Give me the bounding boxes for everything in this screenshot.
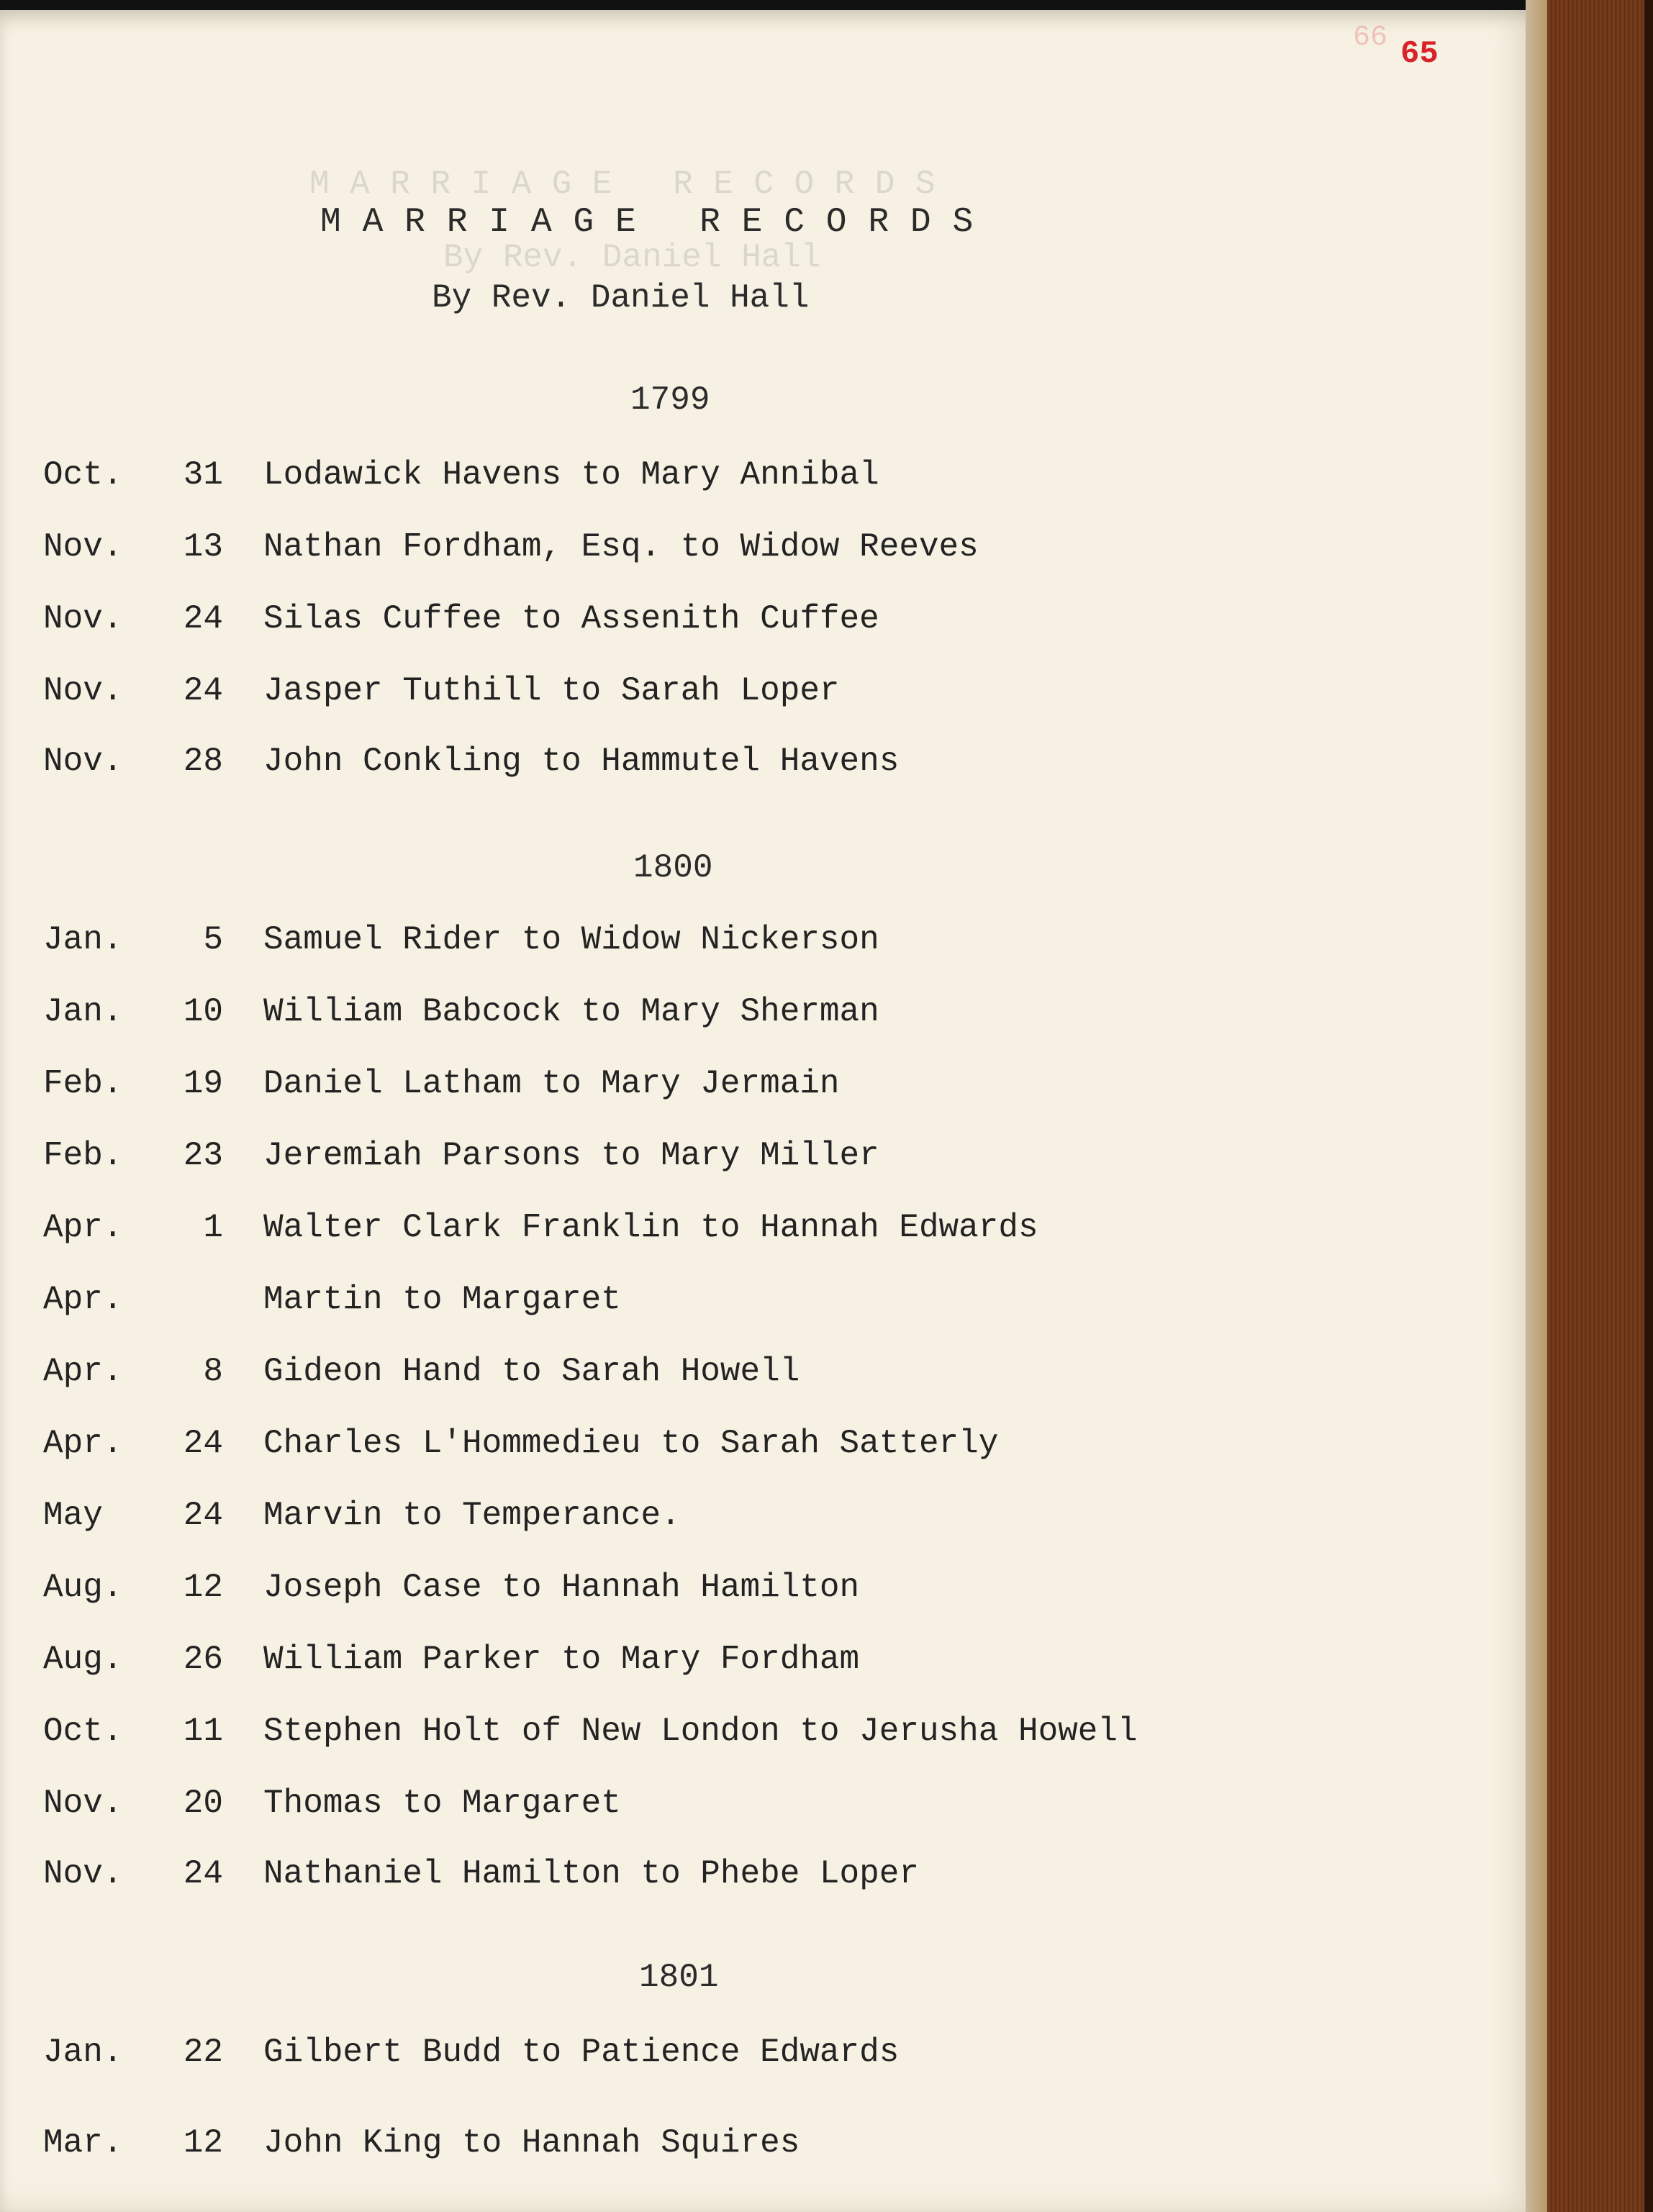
entry-month: Apr. <box>43 1353 123 1390</box>
year-heading: 1800 <box>633 849 713 887</box>
entry-day: 13 <box>183 528 223 566</box>
entry-names: Nathaniel Hamilton to Phebe Loper <box>263 1855 919 1893</box>
entry-day: 24 <box>183 1497 223 1534</box>
entry-month: Jan. <box>43 921 123 958</box>
entry-day: 28 <box>183 743 223 780</box>
entry-names: Martin to Margaret <box>263 1281 621 1318</box>
entry-month: Feb. <box>43 1137 123 1174</box>
entry-month: Apr. <box>43 1425 123 1462</box>
entry-month: Jan. <box>43 2034 123 2071</box>
entry-day: 19 <box>183 1065 223 1102</box>
entry-names: Silas Cuffee to Assenith Cuffee <box>263 600 879 638</box>
entry-month: May <box>43 1497 103 1534</box>
entry-month: Aug. <box>43 1569 123 1606</box>
entry-day: 10 <box>183 993 223 1030</box>
entry-names: Gilbert Budd to Patience Edwards <box>263 2034 900 2071</box>
entry-day: 24 <box>183 1855 223 1893</box>
entry-names: Thomas to Margaret <box>263 1785 621 1822</box>
entry-names: Jeremiah Parsons to Mary Miller <box>263 1137 879 1174</box>
entry-month: Apr. <box>43 1209 123 1246</box>
entry-day: 12 <box>183 1569 223 1606</box>
entry-names: Nathan Fordham, Esq. to Widow Reeves <box>263 528 979 566</box>
entry-month: Apr. <box>43 1281 123 1318</box>
entry-month: Nov. <box>43 1855 123 1893</box>
bleed-through-title: MARRIAGE RECORDS <box>309 166 956 203</box>
year-heading: 1801 <box>639 1959 719 1996</box>
entry-names: Joseph Case to Hannah Hamilton <box>263 1569 860 1606</box>
entry-month: Oct. <box>43 1713 123 1750</box>
page-number: 65 <box>1400 36 1439 72</box>
entry-day: 26 <box>183 1641 223 1678</box>
book-binding <box>1547 0 1653 2212</box>
entry-names: Gideon Hand to Sarah Howell <box>263 1353 800 1390</box>
entry-day: 11 <box>183 1713 223 1750</box>
entry-names: Marvin to Temperance. <box>263 1497 681 1534</box>
entry-day: 12 <box>183 2124 223 2162</box>
entry-names: Samuel Rider to Widow Nickerson <box>263 921 879 958</box>
entry-names: William Parker to Mary Fordham <box>263 1641 860 1678</box>
entry-day: 31 <box>183 456 223 494</box>
entry-day: 23 <box>183 1137 223 1174</box>
entry-names: Lodawick Havens to Mary Annibal <box>263 456 879 494</box>
page-title: MARRIAGE RECORDS <box>320 203 995 242</box>
page-subtitle: By Rev. Daniel Hall <box>432 279 810 317</box>
entry-day: 5 <box>203 921 223 958</box>
entry-names: Jasper Tuthill to Sarah Loper <box>263 672 840 710</box>
entry-month: Oct. <box>43 456 123 494</box>
entry-names: William Babcock to Mary Sherman <box>263 993 879 1030</box>
entry-month: Nov. <box>43 528 123 566</box>
entry-day: 24 <box>183 672 223 710</box>
year-heading: 1799 <box>630 381 710 419</box>
entry-day: 22 <box>183 2034 223 2071</box>
entry-names: John King to Hannah Squires <box>263 2124 800 2162</box>
entry-month: Nov. <box>43 743 123 780</box>
entry-month: Feb. <box>43 1065 123 1102</box>
entry-month: Mar. <box>43 2124 123 2162</box>
entry-names: Charles L'Hommedieu to Sarah Satterly <box>263 1425 999 1462</box>
entry-names: Daniel Latham to Mary Jermain <box>263 1065 840 1102</box>
entry-names: John Conkling to Hammutel Havens <box>263 743 900 780</box>
bleed-through-subtitle: By Rev. Daniel Hall <box>443 239 821 276</box>
faint-page-number: 66 <box>1353 22 1388 54</box>
entry-day: 1 <box>203 1209 223 1246</box>
binding-edge <box>1644 0 1653 2212</box>
entry-day: 24 <box>183 600 223 638</box>
entry-month: Aug. <box>43 1641 123 1678</box>
entry-names: Stephen Holt of New London to Jerusha Howell <box>263 1713 1138 1750</box>
entry-month: Nov. <box>43 1785 123 1822</box>
entry-day: 8 <box>203 1353 223 1390</box>
entry-names: Walter Clark Franklin to Hannah Edwards <box>263 1209 1038 1246</box>
entry-month: Nov. <box>43 600 123 638</box>
entry-day: 24 <box>183 1425 223 1462</box>
entry-month: Nov. <box>43 672 123 710</box>
entry-day: 20 <box>183 1785 223 1822</box>
entry-month: Jan. <box>43 993 123 1030</box>
page-gutter <box>1526 0 1547 2212</box>
